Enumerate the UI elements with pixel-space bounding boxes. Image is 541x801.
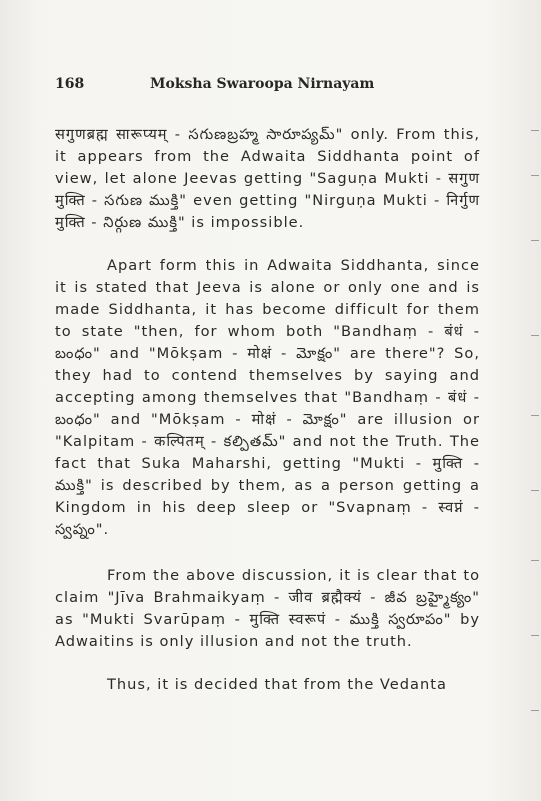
paragraph-2: Apart form this in Adwaita Siddhanta, since it is stated that Jeeva is alone or only one and is made Siddhanta, it has become difficult for them to state "then, for whom both "Bandhaṃ - बंधं - బంధం" and "Mōkṣam - मोक्षं - మోక్షం" are there"? So, they had to contend themselves by saying and accepting among themselves that "Bandhaṃ - बंधं - బంధం" and "Mōkṣam - मोक्षं - మోక్షం" are illusion or "Kalpitam - कल्पितम् - కల్పితమ్" and not the Truth. The fact that Suka Maharshi, getting "Mukti - मुक्ति - ముక్తి" is described by them, as a person getting a Kingdom in his deep sleep or "Svapnaṃ - स्वप्नं - స్వప్నం". — [55, 257, 480, 538]
paragraph-3: From the above discussion, it is clear that to claim "Jīva Brahmaikyaṃ - जीव ब्रह्मैक्यं - జీవ బ్రహ్మైక్యం" as "Mukti Svarūpaṃ - मुक्ति स्वरूपं - ముక్తి స్వరూపం" by Adwaitins is only illusion and not the truth. — [55, 567, 480, 650]
page-edge-marks — [531, 130, 541, 750]
body-text — [55, 124, 480, 696]
paragraph-1: सगुणब्रह्म सारूप्यम् - సగుణబ్రహ్మ సారూప్యమ్" only. From this, it appears from the Adwaita Siddhanta point of view, let alone Jeevas getting "Saguṇa Mukti - सगुण मुक्ति - సగుణ ముక్తి" even getting "Nirguṇa Mukti - निर्गुण मुक्ति - నిర్గుణ ముక్తి" is impossible. — [55, 126, 480, 231]
paragraph-4: Thus, it is decided that from the Vedanta — [107, 676, 447, 693]
running-title: Moksha Swaroopa Nirnayam — [150, 76, 375, 92]
page-number: 168 — [55, 76, 85, 92]
